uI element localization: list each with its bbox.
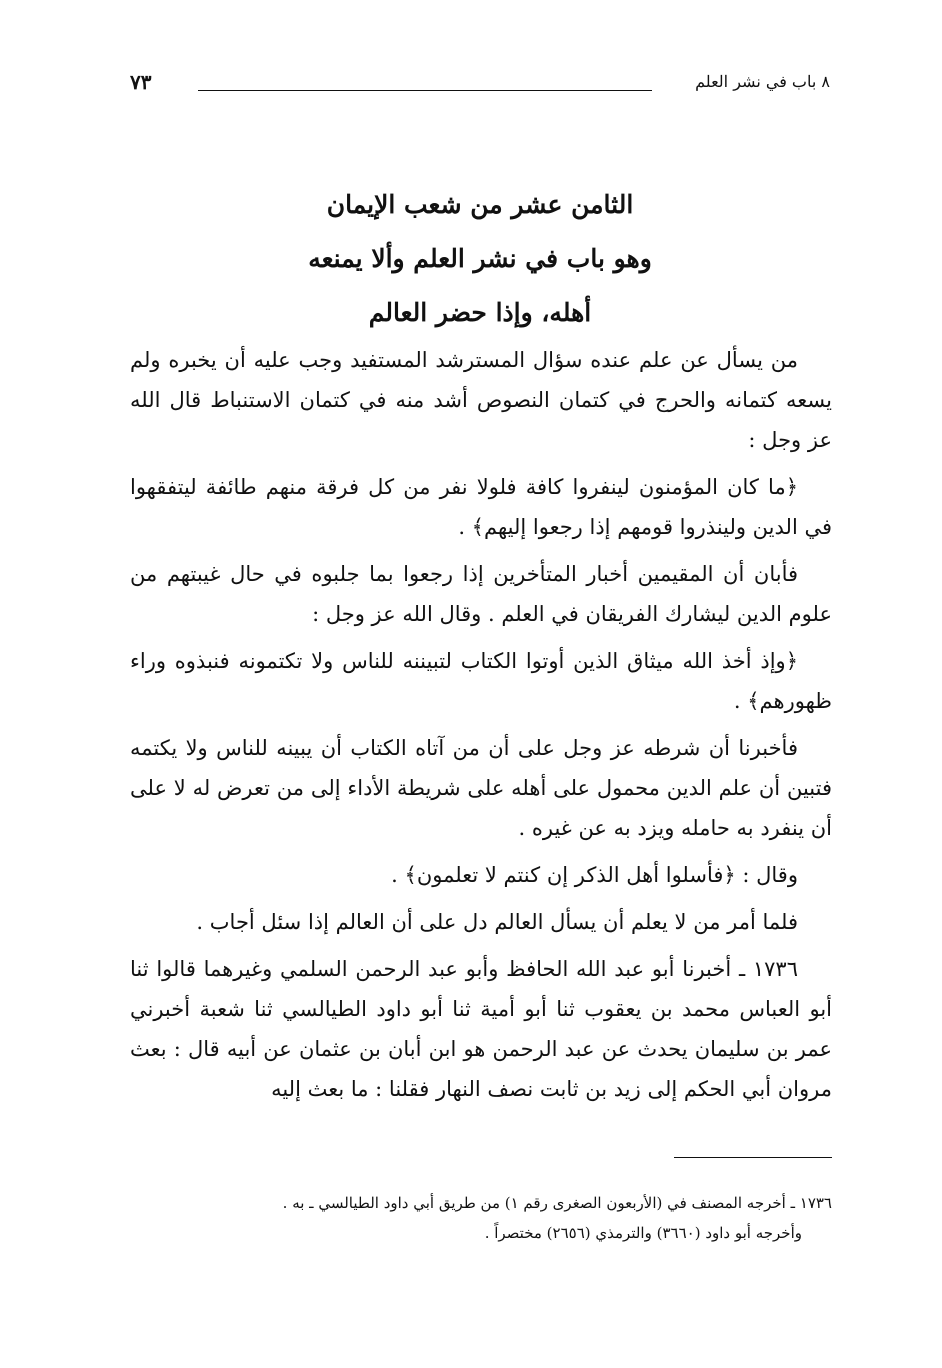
running-header [130,72,830,102]
main-text [130,340,832,1116]
quran-quote: ﴿وإذ أخذ الله ميثاق الذين أوتوا الكتاب لتبيننه للناس ولا تكتمونه فنبذوه وراء ظهورهم﴾ . [130,649,832,713]
title-line-2: وهو باب في نشر العلم وألا يمنعه [308,244,652,273]
footnote-rule [674,1157,832,1158]
section-title [130,178,830,340]
paragraph: وقال : ﴿فأسلوا أهل الذكر إن كنتم لا تعلمون﴾ . [391,863,798,887]
header-rule [198,90,652,91]
hadith-paragraph: ١٧٣٦ ـ أخبرنا أبو عبد الله الحافظ وأبو عبد الرحمن السلمي وغيرهما قالوا ثنا أبو العباس محمد بن يعقوب ثنا أبو أمية ثنا أبو داود الطيالسي ثنا شعبة أخبرني عمر بن سليمان يحدث عن عبد الرحمن هو ابن أبان بن عثمان عن أبيه قال : بعث مروان أبي الحكم إلى زيد بن ثابت نصف النهار فقلنا : ما بعث إليه [130,957,832,1101]
title-line-1: الثامن عشر من شعب الإيمان [326,190,634,219]
footnote-line: وأخرجه أبو داود (٣٦٦٠) والترمذي (٢٦٥٦) مختصراً . [484,1224,802,1242]
paragraph: فلما أمر من لا يعلم أن يسأل العالم دل على أن العالم إذا سئل أجاب . [196,910,798,934]
quran-quote: ﴿ما كان المؤمنون لينفروا كافة فلولا نفر من كل فرقة منهم طائفة ليتفقهوا في الدين ولينذروا قومهم إذا رجعوا إليهم﴾ . [130,475,832,539]
footnotes [170,1188,832,1248]
title-line-3: أهله، وإذا حضر العالم [368,298,592,327]
chapter-title: ٨ باب في نشر العلم [695,72,830,91]
page-number: ٧٣ [130,70,152,94]
footnote-line: ١٧٣٦ ـ أخرجه المصنف في (الأربعون الصغرى رقم ١) من طريق أبي داود الطيالسي ـ به . [282,1194,832,1212]
paragraph: من يسأل عن علم عنده سؤال المسترشد المستفيد وجب عليه أن يخبره ولم يسعه كتمانه والحرج في كتمان النصوص أشد منه في كتمان الاستنباط قال الله عز وجل : [130,348,832,452]
paragraph: فأبان أن المقيمين أخبار المتأخرين إذا رجعوا بما جلبوه في حال غيبتهم من علوم الدين ليشارك الفريقان في العلم . وقال الله عز وجل : [130,562,832,626]
paragraph: فأخبرنا أن شرطه عز وجل على أن من آتاه الكتاب أن يبينه للناس ولا يكتمه فتبين أن علم الدين محمول على أهله على شريطة الأداء إلى من تعرض له لا على أن ينفرد به حامله ويزد به عن غيره . [130,736,832,840]
